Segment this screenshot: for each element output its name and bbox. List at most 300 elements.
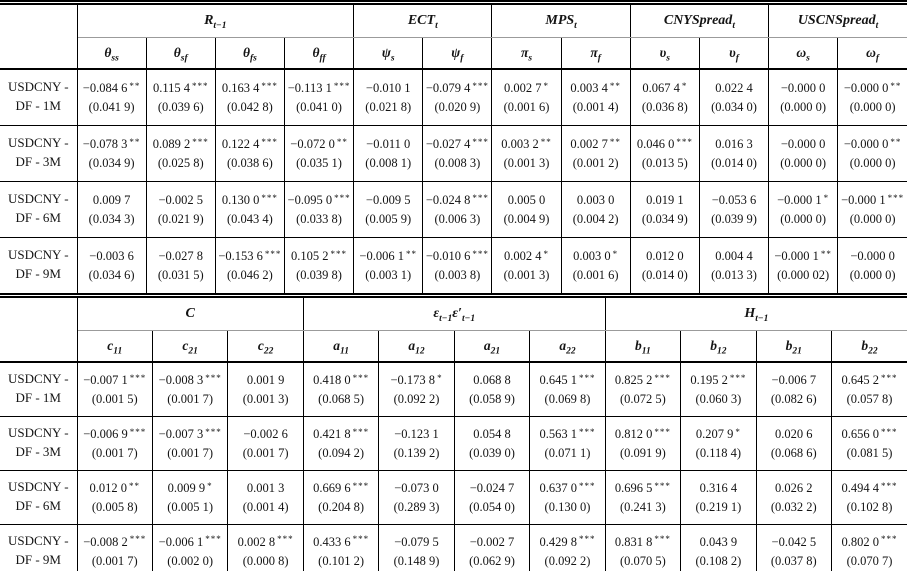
table-cell (699, 237, 768, 293)
standard-error: (0.033 8) (296, 211, 342, 226)
standard-error: (0.003 1) (365, 268, 412, 283)
col-header-a-11 (303, 331, 378, 363)
significance-stars: *** (881, 480, 898, 491)
row-label-line: DF - 3M (15, 154, 61, 169)
standard-error: (0.068 5) (318, 392, 364, 407)
estimate-value: −0.008 2 *** (83, 534, 147, 549)
standard-error: (0.034 9) (88, 155, 135, 170)
table-cell (77, 181, 146, 237)
row-label-line: USDCNY - (7, 425, 69, 441)
col-header-π-s (492, 38, 561, 70)
standard-error: (0.069 8) (544, 392, 591, 407)
col-header-label: $b_{12}$ (710, 338, 727, 357)
table-row (0, 470, 907, 524)
col-header-label: $\omega_f$ (866, 45, 880, 64)
significance-stars: *** (676, 136, 693, 147)
table-cell (681, 470, 756, 524)
col-header-label: $a_{11}$ (333, 338, 349, 357)
standard-error: (0.092 2) (393, 392, 440, 407)
estimate-value: −0.113 1 *** (287, 80, 351, 96)
significance-stars: *** (654, 372, 671, 383)
table-cell (454, 362, 529, 416)
table-cell (354, 181, 423, 237)
col-header-ω-s (769, 38, 838, 70)
table-cell (152, 362, 227, 416)
table-cell (454, 470, 529, 524)
row-label (0, 524, 77, 571)
col-header-label: $a_{22}$ (559, 338, 576, 357)
standard-error: (0.013 3) (711, 268, 757, 283)
table-cell (228, 416, 303, 470)
row-label-line: DF - 9M (15, 551, 61, 567)
significance-stars: *** (334, 192, 351, 203)
group-label: CNYSpread$_t$ (663, 13, 735, 31)
standard-error: (0.034 9) (641, 211, 688, 226)
table-cell (832, 362, 907, 416)
row-label (0, 362, 77, 416)
estimate-value: −0.078 3 ** (82, 136, 141, 151)
estimate-value: 0.195 2 *** (690, 372, 747, 388)
significance-stars: ** (890, 80, 902, 91)
estimate-value: 0.122 4 *** (221, 136, 278, 151)
significance-stars: *** (330, 248, 348, 259)
significance-stars: ** (405, 248, 417, 259)
table-cell (699, 69, 768, 125)
table-cell (284, 69, 353, 125)
row-label-line: USDCNY - (7, 532, 69, 548)
row-label-line: DF - 6M (15, 498, 61, 513)
row-label-line: USDCNY - (7, 479, 69, 495)
estimate-value: −0.003 6 (89, 249, 134, 264)
table-cell (303, 524, 378, 571)
row-label-line: DF - 1M (15, 390, 61, 406)
standard-error: (0.000 8) (242, 553, 289, 568)
table-cell (228, 470, 303, 524)
significance-stars: * (543, 248, 550, 259)
col-header-a-22 (530, 331, 605, 363)
standard-error: (0.032 2) (770, 499, 817, 514)
table-cell (215, 237, 284, 293)
col-header-b-12 (681, 331, 756, 363)
significance-stars: *** (654, 480, 671, 491)
table-cell (354, 125, 423, 181)
significance-stars: ** (540, 136, 552, 147)
col-header-label: $\theta_{ss}$ (104, 45, 119, 64)
estimate-value: 0.022 4 (715, 81, 753, 96)
table-cell (530, 362, 605, 416)
estimate-value: 0.002 7 ** (570, 136, 621, 151)
table-header (0, 296, 907, 363)
row-label-line: DF - 9M (15, 266, 61, 282)
table-body (0, 69, 907, 293)
col-header-θ-ss (77, 38, 146, 70)
row-label (0, 181, 77, 237)
col-header-b-22 (832, 331, 907, 363)
standard-error: (0.204 8) (318, 499, 364, 514)
estimate-value: −0.000 1 ** (774, 248, 832, 264)
group-header-1-1 (303, 296, 605, 331)
table-cell (561, 181, 630, 237)
significance-stars: *** (192, 80, 209, 91)
estimate-value: 0.002 8 *** (237, 534, 294, 549)
estimate-value: 0.046 0 *** (636, 136, 693, 151)
table-cell (769, 181, 838, 237)
significance-stars: *** (472, 248, 489, 259)
significance-stars: *** (264, 248, 282, 259)
significance-stars: *** (881, 426, 898, 437)
col-header-label: $\theta_{sf}$ (173, 45, 188, 64)
estimate-value: −0.006 9 *** (83, 426, 147, 441)
estimate-value: 0.494 4 *** (841, 480, 898, 495)
table-cell (215, 69, 284, 125)
subheader-row (0, 331, 907, 363)
estimate-value: 0.669 6 *** (313, 480, 370, 495)
table-cell (215, 125, 284, 181)
row-label-line: DF - 1M (15, 98, 61, 114)
table-cell (77, 416, 152, 470)
table-cell (146, 69, 215, 125)
group-label: $R_{t-1}$ (204, 13, 227, 31)
col-header-label: $\pi_s$ (520, 45, 533, 64)
table-cell (423, 181, 492, 237)
significance-stars: *** (129, 426, 147, 437)
estimate-value: −0.000 0 (780, 136, 826, 151)
table-cell (681, 524, 756, 571)
group-header-0-3 (630, 3, 768, 38)
significance-stars: *** (472, 136, 489, 147)
estimate-value: −0.010 6 *** (425, 248, 489, 264)
standard-error: (0.041 0) (296, 100, 342, 115)
estimate-value: 0.003 0 * (573, 248, 619, 264)
standard-error: (0.130 0) (544, 499, 591, 514)
significance-stars: *** (881, 372, 898, 383)
estimate-value: −0.024 7 (469, 480, 515, 495)
standard-error: (0.108 2) (695, 553, 742, 568)
table-header (0, 3, 907, 70)
table-cell (228, 524, 303, 571)
estimate-value: −0.000 0 ** (843, 136, 902, 151)
variance-equation-table (0, 293, 907, 571)
estimate-value: 0.012 0 (646, 249, 684, 264)
table-cell (146, 181, 215, 237)
table-cell (769, 125, 838, 181)
estimate-value: −0.002 6 (243, 426, 288, 441)
table-cell (838, 237, 907, 293)
row-label-line: USDCNY - (7, 135, 69, 151)
estimate-value: −0.024 8 *** (425, 192, 489, 207)
col-header-label: $b_{22}$ (861, 338, 878, 357)
estimate-value: 0.001 9 (246, 373, 285, 388)
standard-error: (0.020 9) (434, 100, 481, 115)
significance-stars: ** (129, 80, 141, 91)
standard-error: (0.004 9) (503, 211, 550, 226)
estimate-value: −0.011 0 (366, 136, 411, 151)
estimate-value: −0.002 5 (158, 192, 204, 207)
table-cell (152, 524, 227, 571)
significance-stars: *** (205, 372, 222, 383)
table-cell (769, 69, 838, 125)
col-header-label: $\upsilon_f$ (729, 45, 739, 64)
table-cell (284, 181, 353, 237)
estimate-value: 0.009 7 (92, 192, 131, 207)
estimate-value: 0.019 1 (646, 192, 684, 207)
estimate-value: 0.130 0 *** (221, 192, 278, 207)
table-cell (838, 181, 907, 237)
estimate-value: −0.007 1 *** (83, 372, 147, 388)
row-label-line: USDCNY - (7, 371, 69, 387)
col-header-c-21 (152, 331, 227, 363)
estimate-value: 0.825 2 *** (614, 372, 671, 388)
significance-stars: *** (578, 534, 596, 545)
significance-stars: *** (654, 534, 671, 545)
table-cell (681, 362, 756, 416)
estimate-value: −0.007 3 *** (158, 426, 222, 441)
estimate-value: −0.084 6 ** (82, 80, 141, 96)
col-header-b-11 (605, 331, 680, 363)
standard-error: (0.043 4) (226, 211, 273, 226)
table-cell (492, 69, 561, 125)
estimate-value: 0.001 3 (246, 480, 285, 495)
estimate-value: 0.003 0 (576, 192, 615, 207)
standard-error: (0.118 4) (695, 445, 742, 460)
estimate-value: −0.079 4 *** (425, 80, 489, 96)
standard-error: (0.094 2) (318, 445, 364, 460)
estimate-value: −0.042 5 (771, 534, 817, 549)
row-label-line: USDCNY - (7, 247, 69, 263)
significance-stars: *** (277, 534, 294, 545)
significance-stars: ** (609, 136, 621, 147)
col-header-ψ-f (423, 38, 492, 70)
table-cell (423, 69, 492, 125)
estimate-value: 0.429 8 *** (539, 534, 596, 549)
significance-stars: *** (192, 136, 209, 147)
col-header-π-f (561, 38, 630, 70)
significance-stars: *** (129, 372, 147, 383)
table-body (0, 362, 907, 571)
table-row (0, 524, 907, 571)
table-cell (77, 362, 152, 416)
col-header-b-21 (756, 331, 831, 363)
col-header-label: $\theta_{ff}$ (312, 45, 326, 64)
standard-error: (0.039 0) (469, 445, 515, 460)
col-header-label: $\pi_f$ (590, 45, 601, 64)
standard-error: (0.139 2) (393, 445, 440, 460)
significance-stars: *** (472, 80, 489, 91)
table-cell (605, 524, 680, 571)
table-row (0, 125, 907, 181)
significance-stars: *** (472, 192, 489, 203)
col-header-c-22 (228, 331, 303, 363)
table-cell (77, 69, 146, 125)
standard-error: (0.000 0) (849, 268, 896, 283)
significance-stars: *** (729, 372, 747, 383)
estimate-value: 0.054 8 (473, 426, 511, 441)
table-cell (379, 362, 454, 416)
col-header-ω-f (838, 38, 907, 70)
table-cell (379, 524, 454, 571)
standard-error: (0.072 5) (619, 392, 666, 407)
standard-error: (0.000 0) (780, 155, 827, 170)
table-cell (492, 237, 561, 293)
row-label (0, 125, 77, 181)
estimate-value: −0.053 6 (711, 192, 757, 207)
estimate-value: −0.123 1 (394, 426, 439, 441)
standard-error: (0.001 7) (167, 445, 214, 460)
table-cell (756, 362, 831, 416)
estimate-value: 0.020 6 (775, 426, 813, 441)
col-header-ψ-s (354, 38, 423, 70)
group-label: $H_{t-1}$ (744, 306, 769, 324)
significance-stars: *** (333, 80, 351, 91)
standard-error: (0.006 3) (434, 211, 481, 226)
estimate-value: 0.421 8 *** (313, 426, 370, 441)
standard-error: (0.041 9) (88, 100, 135, 115)
significance-stars: *** (578, 480, 596, 491)
table-cell (832, 416, 907, 470)
significance-stars: ** (820, 248, 832, 259)
standard-error: (0.002 0) (167, 553, 214, 568)
group-label: $MPS_t$ (545, 13, 577, 31)
estimate-value: 0.207 9 * (695, 426, 741, 441)
estimate-value: 0.004 4 (715, 249, 753, 264)
table-cell (492, 125, 561, 181)
table-cell (284, 237, 353, 293)
standard-error: (0.000 0) (849, 211, 896, 226)
standard-error: (0.031 5) (157, 268, 204, 283)
standard-error: (0.102 8) (846, 499, 893, 514)
group-header-row (0, 296, 907, 331)
col-header-a-21 (454, 331, 529, 363)
table-cell (77, 125, 146, 181)
standard-error: (0.000 02) (777, 268, 830, 283)
standard-error: (0.000 0) (849, 155, 896, 170)
standard-error: (0.001 7) (91, 553, 138, 568)
estimate-value: 0.005 0 (507, 192, 546, 207)
col-header-label: $c_{21}$ (182, 338, 198, 357)
table-cell (630, 181, 699, 237)
standard-error: (0.042 8) (226, 100, 273, 115)
col-header-label: $\omega_s$ (796, 45, 810, 64)
row-label (0, 237, 77, 293)
table-cell (756, 416, 831, 470)
standard-error: (0.001 3) (503, 155, 550, 170)
significance-stars: *** (205, 534, 222, 545)
significance-stars: ** (336, 136, 348, 147)
table-cell (530, 416, 605, 470)
significance-stars: *** (352, 480, 370, 491)
table-cell (832, 524, 907, 571)
table-cell (303, 416, 378, 470)
standard-error: (0.004 2) (572, 211, 619, 226)
estimate-value: −0.072 0 ** (290, 136, 348, 151)
standard-error: (0.021 9) (157, 211, 204, 226)
estimate-value: 0.163 4 *** (221, 80, 278, 96)
standard-error: (0.289 3) (393, 499, 440, 514)
standard-error: (0.001 3) (503, 268, 550, 283)
estimate-value: 0.637 0 *** (539, 480, 596, 495)
estimate-value: −0.002 7 (469, 534, 515, 549)
standard-error: (0.054 0) (469, 499, 515, 514)
standard-error: (0.001 6) (572, 268, 619, 283)
col-header-label: $\theta_{fs}$ (242, 45, 257, 64)
estimate-value: 0.002 7 * (504, 80, 550, 96)
group-header-0-4 (769, 3, 907, 38)
col-header-label: $\psi_f$ (451, 45, 464, 64)
estimate-value: −0.006 1 ** (359, 248, 417, 264)
standard-error: (0.068 6) (770, 445, 817, 460)
table-cell (303, 470, 378, 524)
estimate-value: 0.563 1 *** (539, 426, 596, 441)
estimate-value: 0.068 8 (473, 373, 511, 388)
significance-stars: * (612, 248, 619, 259)
estimate-value: 0.012 0 ** (89, 480, 140, 495)
estimate-value: 0.418 0 *** (313, 372, 370, 388)
estimate-value: 0.812 0 *** (614, 426, 671, 441)
estimate-value: 0.016 3 (715, 136, 753, 151)
table-row (0, 362, 907, 416)
table-cell (379, 416, 454, 470)
table-cell (152, 416, 227, 470)
significance-stars: ** (890, 136, 902, 147)
estimate-value: 0.115 4 *** (152, 80, 209, 96)
table-cell (492, 181, 561, 237)
significance-stars: *** (881, 534, 898, 545)
significance-stars: *** (578, 372, 596, 383)
table-cell (605, 416, 680, 470)
standard-error: (0.000 0) (849, 100, 896, 115)
estimate-value: −0.027 8 (158, 249, 204, 264)
standard-error: (0.092 2) (544, 553, 591, 568)
col-header-c-11 (77, 331, 152, 363)
table-cell (354, 69, 423, 125)
standard-error: (0.001 3) (242, 392, 289, 407)
table-cell (769, 237, 838, 293)
standard-error: (0.008 3) (434, 155, 481, 170)
group-header-row (0, 3, 907, 38)
standard-error: (0.025 8) (157, 155, 204, 170)
group-label: $ECT_t$ (407, 13, 438, 31)
standard-error: (0.001 4) (242, 499, 289, 514)
table-cell (228, 362, 303, 416)
table-cell (354, 237, 423, 293)
significance-stars: *** (129, 534, 147, 545)
standard-error: (0.008 1) (365, 155, 412, 170)
table-cell (215, 181, 284, 237)
row-label (0, 470, 77, 524)
standard-error: (0.039 6) (157, 100, 204, 115)
table-cell (379, 470, 454, 524)
standard-error: (0.021 8) (365, 100, 412, 115)
col-header-υ-s (630, 38, 699, 70)
significance-stars: *** (352, 426, 370, 437)
standard-error: (0.062 9) (469, 553, 515, 568)
table-cell (454, 416, 529, 470)
col-header-label: $a_{21}$ (483, 338, 501, 357)
estimate-value: −0.095 0 *** (287, 192, 351, 207)
significance-stars: * (543, 80, 550, 91)
table-cell (423, 125, 492, 181)
estimate-value: 0.003 2 ** (501, 136, 552, 151)
significance-stars: *** (887, 192, 905, 203)
standard-error: (0.035 1) (296, 155, 342, 170)
standard-error: (0.005 8) (91, 499, 138, 514)
estimate-value: 0.009 9 * (167, 480, 213, 495)
table-row (0, 69, 907, 125)
estimate-value: 0.003 4 ** (570, 80, 621, 96)
standard-error: (0.070 5) (619, 553, 666, 568)
group-header-1-0 (77, 296, 303, 331)
group-header-0-0 (77, 3, 354, 38)
